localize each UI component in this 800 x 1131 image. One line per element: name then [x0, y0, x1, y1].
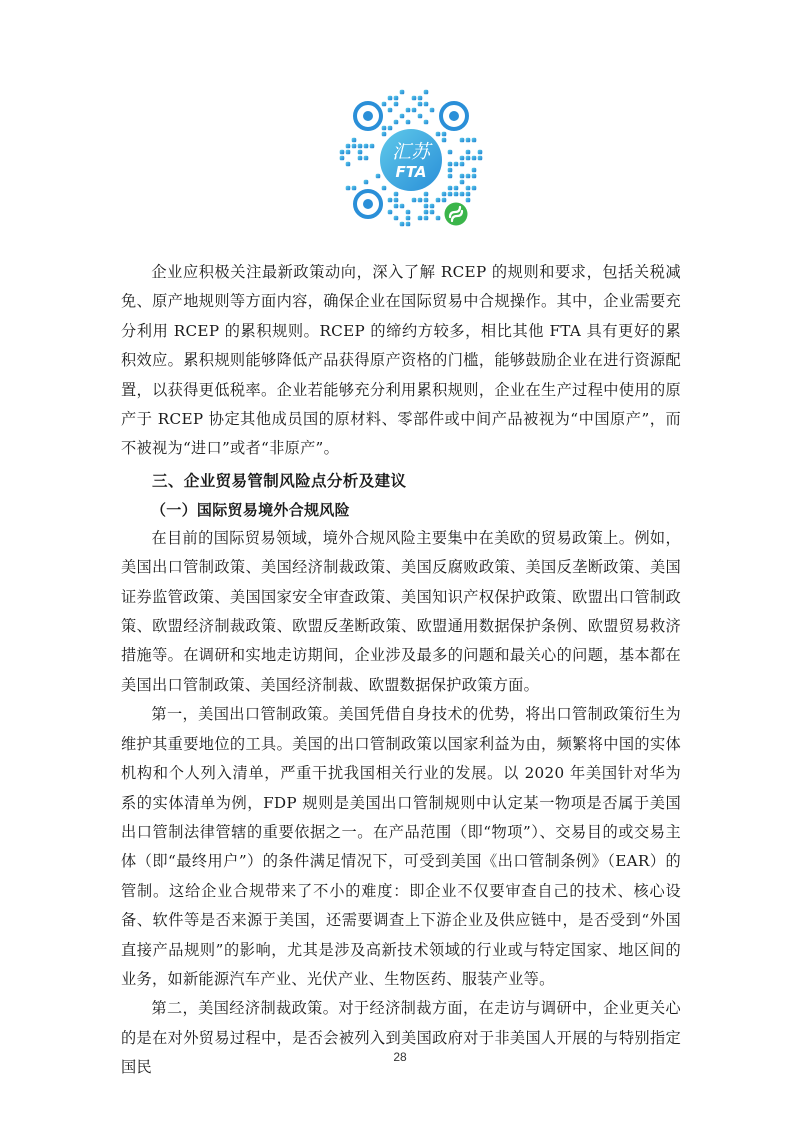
qr-module	[406, 222, 411, 227]
qr-module	[400, 114, 405, 119]
qr-module	[466, 138, 471, 143]
qr-module	[454, 186, 459, 191]
qr-module	[388, 126, 393, 131]
qr-module	[478, 150, 483, 155]
qr-module	[424, 216, 429, 221]
qr-module	[340, 156, 345, 161]
qr-module	[394, 216, 399, 221]
qr-module	[352, 144, 357, 149]
qr-module	[382, 186, 387, 191]
qr-module	[394, 198, 399, 203]
page-number: 28	[393, 1050, 407, 1064]
qr-module	[472, 156, 477, 161]
qr-module	[424, 198, 429, 203]
qr-module	[364, 156, 369, 161]
qr-module	[406, 216, 411, 221]
qr-module	[472, 168, 477, 173]
qr-module	[472, 174, 477, 179]
qr-module	[382, 102, 387, 107]
qr-module	[388, 108, 393, 113]
qr-module	[424, 90, 429, 95]
qr-module	[442, 198, 447, 203]
qr-module	[358, 144, 363, 149]
qr-module	[460, 192, 465, 197]
logo-text: 汇苏	[391, 141, 431, 163]
qr-module	[448, 192, 453, 197]
qr-module	[388, 198, 393, 203]
qr-module	[478, 156, 483, 161]
qr-module	[376, 174, 381, 179]
qr-module	[436, 198, 441, 203]
qr-module	[466, 174, 471, 179]
qr-module	[466, 198, 471, 203]
subsection-heading: （一）国际贸易境外合规风险	[151, 500, 350, 519]
qr-module	[346, 150, 351, 155]
qr-module	[442, 132, 447, 137]
qr-module	[418, 102, 423, 107]
qr-module	[454, 162, 459, 167]
qr-module	[388, 210, 393, 215]
qr-module	[466, 150, 471, 155]
qr-module	[430, 210, 435, 215]
qr-module	[436, 132, 441, 137]
article-body	[121, 258, 681, 1083]
qr-module	[412, 108, 417, 113]
qr-module	[394, 120, 399, 125]
qr-module	[454, 192, 459, 197]
qr-module	[370, 144, 375, 149]
qr-module	[466, 186, 471, 191]
qr-module	[406, 108, 411, 113]
qr-module	[406, 210, 411, 215]
qr-module	[346, 144, 351, 149]
logo-subtext: FTA	[395, 163, 427, 181]
qr-module	[412, 198, 417, 203]
qr-module	[394, 192, 399, 197]
qr-module	[424, 210, 429, 215]
qr-module	[382, 132, 387, 137]
qr-module	[472, 186, 477, 191]
qr-module	[364, 180, 369, 185]
qr-module	[448, 150, 453, 155]
qr-module	[388, 96, 393, 101]
qr-module	[442, 138, 447, 143]
qr-module	[418, 96, 423, 101]
wechat-mini-program-icon	[442, 200, 470, 228]
qr-module	[448, 174, 453, 179]
paragraph-rcep-cumulation: 企业应积极关注最新政策动向，深入了解 RCEP 的规则和要求，包括关税减免、原产地规则等方面内容，确保企业在国际贸易中合规操作。其中，企业需要充分利用 RCEP 的累积规则。RCEP 的缔约方较多，相比其他 FTA 具有更好的累积效应。累积规则能够降低产品获得原产资格的门槛，能够鼓励企业在进行资源配置，以获得更低税率。企业若能够充分利用累积规则，企业在生产过程中使用的原产于 RCEP 协定其他成员国的原材料、零部件或中间产品被视为“中国原产”，而不被视为“进口”或者“非原产”。	[121, 263, 681, 458]
qr-module	[352, 138, 357, 143]
qr-module	[448, 168, 453, 173]
qr-module	[466, 192, 471, 197]
qr-module	[424, 120, 429, 125]
qr-module	[466, 156, 471, 161]
section-heading: 三、企业贸易管制风险点分析及建议	[152, 471, 407, 490]
qr-code-graphic	[330, 80, 492, 246]
qr-module	[424, 192, 429, 197]
qr-module	[400, 204, 405, 209]
qr-module	[418, 114, 423, 119]
qr-module	[340, 150, 345, 155]
qr-module	[346, 186, 351, 191]
qr-module	[394, 102, 399, 107]
qr-module	[460, 138, 465, 143]
qr-module	[460, 162, 465, 167]
qr-module	[382, 126, 387, 131]
qr-module	[448, 186, 453, 191]
qr-module	[412, 96, 417, 101]
qr-module	[460, 180, 465, 185]
paragraph-us-export-control: 第一，美国出口管制政策。美国凭借自身技术的优势，将出口管制政策衍生为维护其重要地位的工具。美国的出口管制政策以国家利益为由，频繁将中国的实体机构和个人列入清单，严重干扰我国相关行业的发展。以 2020 年美国针对华为系的实体清单为例，FDP 规则是美国出口管制规则中认定某一物项是否属于美国出口管制法律管辖的重要依据之一。在产品范围（即“物项”）、交易目的或交易主体（即“最终用户”）的条件满足情况下，可受到美国《出口管制条例》（EAR）的管制。这给企业合规带来了不小的难度：即企业不仅要审查自己的技术、核心设备、软件等是否来源于美国，还需要调查上下游企业及供应链中，是否受到“外国直接产品规则”的影响，尤其是涉及高新技术领域的行业或与特定国家、地区间的业务，如新能源汽车产业、光伏产业、生物医药、服装产业等。	[121, 705, 681, 988]
qr-module	[394, 96, 399, 101]
qr-module	[436, 216, 441, 221]
qr-module	[442, 192, 447, 197]
qr-module	[430, 108, 435, 113]
qr-module	[358, 156, 363, 161]
qr-module	[430, 204, 435, 209]
qr-module	[364, 144, 369, 149]
qr-module	[448, 162, 453, 167]
qr-module	[424, 204, 429, 209]
qr-module	[394, 204, 399, 209]
qr-module	[418, 198, 423, 203]
paragraph-us-sanctions: 第二，美国经济制裁政策。对于经济制裁方面，在走访与调研中，企业更关心的是在对外贸易过程中，是否会被列入到美国政府对于非美国人开展的与特别指定国民	[121, 999, 681, 1077]
mini-program-qr-code	[330, 80, 492, 246]
qr-module	[400, 222, 405, 227]
paragraph-overseas-compliance: 在目前的国际贸易领域，境外合规风险主要集中在美欧的贸易政策上。例如，美国出口管制政策、美国经济制裁政策、美国反腐败政策、美国反垄断政策、美国证券监管政策、美国国家安全审查政策、美国知识产权保护政策、欧盟出口管制政策、欧盟经济制裁政策、欧盟反垄断政策、欧盟通用数据保护条例、欧盟贸易救济措施等。在调研和实地走访期间，企业涉及最多的问题和最关心的问题，基本都在美国出口管制政策、美国经济制裁、欧盟数据保护政策方面。	[121, 528, 681, 694]
qr-module	[460, 174, 465, 179]
qr-module	[460, 156, 465, 161]
qr-module	[472, 138, 477, 143]
qr-module	[406, 120, 411, 125]
qr-module	[424, 102, 429, 107]
qr-module	[346, 162, 351, 167]
qr-module	[400, 90, 405, 95]
qr-module	[352, 186, 357, 191]
qr-module	[418, 216, 423, 221]
qr-module	[358, 150, 363, 155]
